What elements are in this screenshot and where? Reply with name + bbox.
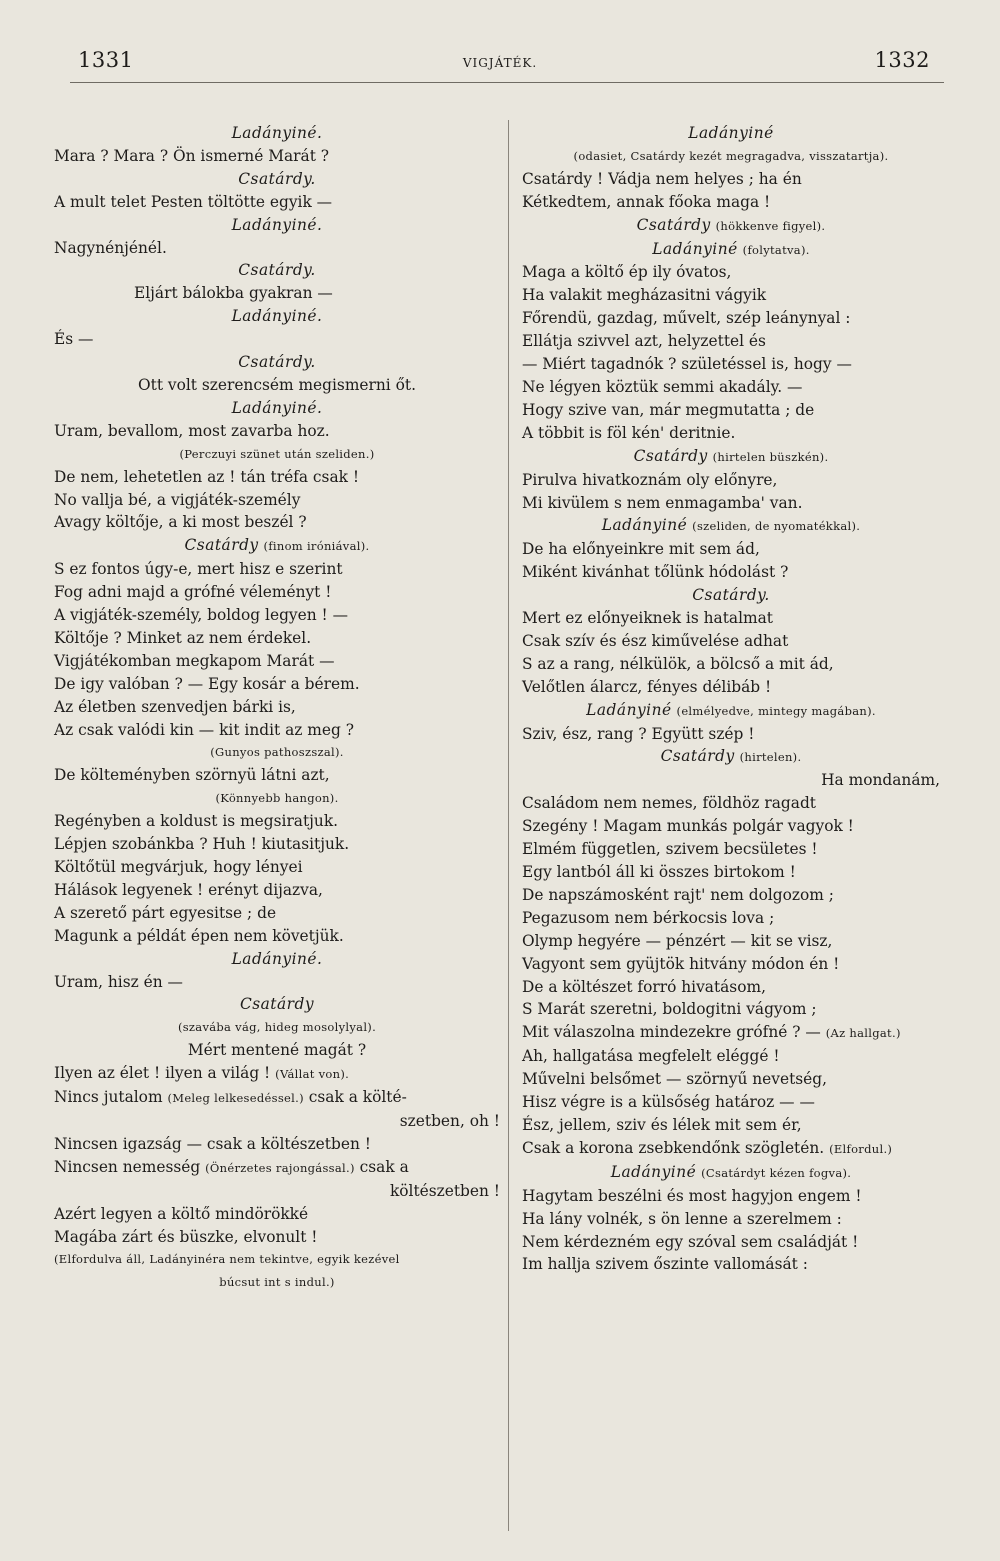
line-text: Csak a korona zsebkendőnk szögletén. bbox=[522, 1138, 825, 1157]
inline-stage-direction: (hirtelen). bbox=[739, 750, 802, 765]
verse-line bbox=[54, 856, 500, 879]
column-divider bbox=[508, 120, 509, 1531]
speaker-name bbox=[54, 122, 500, 145]
left-page-number: 1331 bbox=[78, 48, 134, 72]
line-text: költészetben ! bbox=[389, 1181, 500, 1200]
inline-stage-direction: (hirtelen büszkén). bbox=[712, 449, 829, 464]
verse-line bbox=[522, 376, 940, 399]
verse-line bbox=[54, 673, 500, 696]
verse-line bbox=[522, 1208, 940, 1231]
line-text: De a költészet forró hivatásom, bbox=[522, 977, 766, 996]
line-text: Ladányiné bbox=[586, 700, 672, 719]
verse-line bbox=[54, 466, 500, 489]
verse-line bbox=[522, 1253, 940, 1276]
speaker-name bbox=[522, 122, 940, 145]
verse-line bbox=[522, 838, 940, 861]
line-text: De ha előnyeinkre mit sem ád, bbox=[522, 540, 760, 559]
line-text: Ladányiné. bbox=[231, 307, 323, 326]
line-text: Hogy szive van, már megmutatta ; de bbox=[522, 400, 815, 419]
verse-line bbox=[522, 723, 940, 746]
verse-line bbox=[522, 676, 940, 699]
line-text: De nem, lehetetlen az ! tán tréfa csak ! bbox=[54, 467, 360, 486]
speaker-name bbox=[522, 584, 940, 607]
line-text: búcsut int s indul.) bbox=[219, 1275, 335, 1290]
line-text: (Könnyebb hangon). bbox=[215, 791, 339, 806]
stage-direction bbox=[54, 1248, 500, 1271]
line-text: Művelni belsőmet — szörnyű nevetség, bbox=[522, 1070, 828, 1089]
verse-line bbox=[522, 284, 940, 307]
line-text: (Perczuyi szünet után szeliden.) bbox=[179, 446, 375, 461]
line-text: Csatárdy. bbox=[692, 586, 770, 605]
line-text: Ilyen az élet ! ilyen a világ ! bbox=[54, 1064, 271, 1083]
line-text: Ladányiné bbox=[610, 1162, 697, 1181]
line-text: Mert ez előnyeiknek is hatalmat bbox=[522, 609, 773, 628]
inline-stage-direction: (hökkenve figyel). bbox=[715, 218, 826, 233]
line-text: (Gunyos pathoszszal). bbox=[210, 745, 344, 760]
line-text: Csatárdy bbox=[239, 995, 315, 1014]
verse-line bbox=[522, 399, 940, 422]
verse-line bbox=[522, 1114, 940, 1137]
inline-stage-direction: (folytatva). bbox=[742, 242, 810, 257]
speaker-name bbox=[522, 699, 940, 723]
line-text: Elmém független, szivem becsületes ! bbox=[522, 840, 818, 859]
verse-line bbox=[54, 696, 500, 719]
stage-direction bbox=[54, 1016, 500, 1039]
verse-line bbox=[54, 1110, 500, 1133]
line-text: Magába zárt és büszke, elvonult ! bbox=[54, 1227, 318, 1246]
inline-stage-direction: (szeliden, de nyomatékkal). bbox=[692, 519, 861, 534]
line-text: Regényben a koldust is megsiratjuk. bbox=[54, 812, 339, 831]
verse-line bbox=[522, 998, 940, 1021]
line-text: Főrendü, gazdag, művelt, szép leánynyal : bbox=[522, 309, 851, 328]
line-text: Sziv, ész, rang ? Együtt szép ! bbox=[522, 724, 755, 743]
verse-line bbox=[522, 976, 940, 999]
speaker-name bbox=[522, 745, 940, 769]
line-text: Ne légyen köztük semmi akadály. — bbox=[522, 377, 803, 396]
line-text: (Elfordulva áll, Ladányinéra nem tekintve, egyik kezével bbox=[54, 1252, 400, 1267]
line-text: Ész, jellem, sziv és lélek mit sem ér, bbox=[522, 1115, 802, 1134]
line-text: Azért legyen a költő mindörökké bbox=[54, 1204, 309, 1223]
line-text: Fog adni majd a grófné véleményt ! bbox=[54, 583, 332, 602]
line-text: De igy valóban ? — Egy kosár a bérem. bbox=[54, 674, 360, 693]
verse-line bbox=[54, 489, 500, 512]
line-text: Csatárdy bbox=[633, 446, 708, 465]
verse-line bbox=[54, 604, 500, 627]
verse-line bbox=[54, 1133, 500, 1156]
line-text: No vallja bé, a vigjáték-személy bbox=[54, 490, 301, 509]
line-text-continued: csak a költé- bbox=[308, 1088, 407, 1107]
line-text: Csatárdy. bbox=[238, 169, 316, 188]
line-text: S ez fontos úgy-e, mert hisz e szerint bbox=[54, 560, 343, 579]
verse-line bbox=[522, 884, 940, 907]
line-text: Nincsen nemesség bbox=[54, 1157, 201, 1176]
inline-stage-direction: (elmélyedve, mintegy magában). bbox=[676, 703, 876, 718]
right-page-number: 1332 bbox=[874, 48, 930, 72]
verse-line bbox=[54, 558, 500, 581]
verse-line bbox=[54, 971, 500, 994]
line-text: Eljárt bálokba gyakran — bbox=[134, 284, 333, 303]
line-text: Vigjátékomban megkapom Marát — bbox=[54, 651, 335, 670]
line-text: Ellátja szivvel azt, helyzettel és bbox=[522, 332, 766, 351]
verse-line bbox=[54, 328, 500, 351]
verse-line bbox=[54, 650, 500, 673]
verse-line bbox=[54, 145, 500, 168]
stage-direction bbox=[54, 787, 500, 810]
line-text: Ah, hallgatása megfelelt eléggé ! bbox=[522, 1047, 780, 1066]
line-text: Miként kivánhat tőlünk hódolást ? bbox=[522, 563, 789, 582]
speaker-name bbox=[522, 445, 940, 469]
line-text: Mara ? Mara ? Ön ismerné Marát ? bbox=[54, 146, 330, 165]
verse-line bbox=[54, 719, 500, 742]
line-text: Mit válaszolna mindezekre grófné ? — bbox=[522, 1023, 821, 1042]
verse-line bbox=[522, 538, 940, 561]
line-text-continued: csak a bbox=[359, 1157, 409, 1176]
verse-line bbox=[522, 1231, 940, 1254]
verse-line bbox=[522, 353, 940, 376]
verse-line bbox=[54, 764, 500, 787]
verse-line bbox=[522, 953, 940, 976]
line-text: Ha lány volnék, s ön lenne a szerelmem : bbox=[522, 1209, 842, 1228]
verse-line bbox=[54, 1039, 500, 1062]
verse-line bbox=[54, 902, 500, 925]
inline-stage-direction: (finom iróniával). bbox=[263, 539, 370, 554]
line-text: De napszámosként rajt' nem dolgozom ; bbox=[522, 885, 834, 904]
line-text: Csatárdy bbox=[184, 536, 259, 555]
line-text: Velőtlen álarcz, fényes délibáb ! bbox=[522, 677, 772, 696]
stage-direction bbox=[522, 145, 940, 168]
inline-stage-direction: (Csatárdyt kézen fogva). bbox=[701, 1165, 852, 1180]
speaker-name bbox=[522, 214, 940, 238]
line-text: S Marát szeretni, boldogitni vágyom ; bbox=[522, 1000, 817, 1019]
line-text: Költője ? Minket az nem érdekel. bbox=[54, 628, 312, 647]
verse-line bbox=[522, 307, 940, 330]
speaker-name bbox=[54, 305, 500, 328]
line-text: Ladányiné bbox=[601, 516, 688, 535]
verse-line bbox=[54, 374, 500, 397]
line-text: Ladányiné. bbox=[231, 398, 323, 417]
verse-line bbox=[522, 653, 940, 676]
line-text: Magunk a példát épen nem követjük. bbox=[54, 926, 344, 945]
verse-line bbox=[522, 907, 940, 930]
verse-line bbox=[522, 1021, 940, 1045]
line-text: Ladányiné bbox=[688, 124, 774, 142]
line-text: Ha valakit megházasitni vágyik bbox=[522, 286, 767, 305]
line-text: Hisz végre is a külsőség határoz — — bbox=[522, 1093, 815, 1112]
verse-line bbox=[522, 1137, 940, 1161]
verse-line bbox=[522, 769, 940, 792]
inline-stage-direction: (Az hallgat.) bbox=[825, 1026, 901, 1041]
line-text: Csatárdy bbox=[636, 215, 711, 234]
verse-line bbox=[54, 627, 500, 650]
verse-line bbox=[54, 1226, 500, 1249]
verse-line bbox=[522, 1091, 940, 1114]
line-text: Lépjen szobánkba ? Huh ! kiutasitjuk. bbox=[54, 835, 350, 854]
line-text: (odasiet, Csatárdy kezét megragadva, visszatartja). bbox=[573, 148, 889, 163]
verse-line bbox=[522, 1045, 940, 1068]
verse-line bbox=[54, 879, 500, 902]
line-text: Családom nem nemes, földhöz ragadt bbox=[522, 794, 816, 813]
speaker-name bbox=[54, 534, 500, 558]
running-title: VIGJÁTÉK. bbox=[462, 56, 538, 70]
verse-line bbox=[522, 191, 940, 214]
line-text: Nincsen igazság — csak a költészetben ! bbox=[54, 1134, 371, 1153]
inline-stage-direction: (Vállat von). bbox=[275, 1067, 350, 1082]
verse-line bbox=[522, 469, 940, 492]
line-text: (szavába vág, hideg mosolylyal). bbox=[177, 1020, 377, 1035]
line-text: Nincs jutalom bbox=[54, 1088, 163, 1107]
line-text: Az életben szenvedjen bárki is, bbox=[54, 697, 296, 716]
line-text: Ott volt szerencsém megismerni őt. bbox=[138, 375, 416, 394]
line-text: Pegazusom nem bérkocsis lova ; bbox=[522, 908, 775, 927]
speaker-name bbox=[54, 993, 500, 1016]
left-column bbox=[54, 122, 500, 1294]
line-text: Költőtül megvárjuk, hogy lényei bbox=[54, 858, 303, 876]
inline-stage-direction: (Önérzetes rajongással.) bbox=[205, 1160, 355, 1175]
line-text: De költeményben szörnyü látni azt, bbox=[54, 766, 330, 785]
line-text: Mért mentené magát ? bbox=[187, 1041, 367, 1060]
verse-line bbox=[522, 168, 940, 191]
line-text: Im hallja szivem őszinte vallomását : bbox=[522, 1255, 808, 1274]
verse-line bbox=[54, 810, 500, 833]
speaker-name bbox=[522, 514, 940, 538]
verse-line bbox=[522, 330, 940, 353]
line-text: Ha mondanám, bbox=[821, 771, 940, 790]
line-text: S az a rang, nélkülök, a bölcső a mit ád, bbox=[522, 654, 834, 673]
line-text: Maga a költő ép ily óvatos, bbox=[522, 263, 732, 282]
speaker-name bbox=[54, 397, 500, 420]
verse-line bbox=[522, 261, 940, 284]
line-text: Egy lantból áll ki összes birtokom ! bbox=[522, 863, 796, 881]
line-text: Vagyont sem gyüjtök hitvány módon én ! bbox=[522, 954, 840, 973]
verse-line bbox=[522, 561, 940, 584]
stage-direction bbox=[54, 741, 500, 764]
line-text: Nem kérdezném egy szóval sem családját ! bbox=[522, 1232, 859, 1251]
verse-line bbox=[54, 1086, 500, 1110]
speaker-name bbox=[522, 1161, 940, 1185]
line-text: A vigjáték-személy, boldog legyen ! — bbox=[54, 606, 349, 625]
line-text: Ladányiné. bbox=[231, 949, 323, 968]
speaker-name bbox=[54, 214, 500, 237]
verse-line bbox=[522, 930, 940, 953]
line-text: Pirulva hivatkoznám oly előnyre, bbox=[522, 470, 778, 489]
verse-line bbox=[54, 420, 500, 443]
line-text: És — bbox=[54, 330, 94, 349]
verse-line bbox=[522, 792, 940, 815]
verse-line bbox=[54, 191, 500, 214]
line-text: Ladányiné. bbox=[231, 215, 323, 234]
line-text: Avagy költője, a ki most beszél ? bbox=[54, 513, 307, 532]
verse-line bbox=[522, 1068, 940, 1091]
speaker-name bbox=[54, 948, 500, 971]
verse-line bbox=[54, 1062, 500, 1086]
inline-stage-direction: (Meleg lelkesedéssel.) bbox=[167, 1091, 304, 1106]
verse-line bbox=[54, 282, 500, 305]
verse-line bbox=[522, 630, 940, 653]
verse-line bbox=[522, 861, 940, 884]
right-column bbox=[522, 122, 940, 1276]
verse-line bbox=[522, 1185, 940, 1208]
line-text: Hálások legyenek ! erényt dijazva, bbox=[54, 880, 323, 899]
verse-line bbox=[54, 581, 500, 604]
line-text: A többit is föl kén' deritnie. bbox=[522, 423, 736, 442]
speaker-name bbox=[54, 259, 500, 282]
inline-stage-direction: (Elfordul.) bbox=[829, 1141, 893, 1156]
verse-line bbox=[54, 511, 500, 534]
line-text: Hagytam beszélni és most hagyjon engem ! bbox=[522, 1186, 862, 1205]
line-text: Csatárdy. bbox=[238, 353, 316, 372]
line-text: Mi kivülem s nem enmagamba' van. bbox=[522, 493, 803, 512]
verse-line bbox=[54, 1203, 500, 1226]
line-text: Csatárdy ! Vádja nem helyes ; ha én bbox=[522, 169, 802, 188]
verse-line bbox=[522, 422, 940, 445]
speaker-name bbox=[54, 351, 500, 374]
verse-line bbox=[54, 925, 500, 948]
line-text: — Miért tagadnók ? születéssel is, hogy — bbox=[522, 355, 852, 374]
line-text: szetben, oh ! bbox=[399, 1111, 500, 1130]
verse-line bbox=[54, 237, 500, 260]
verse-line bbox=[54, 1180, 500, 1203]
line-text: Nagynénjénél. bbox=[54, 238, 167, 257]
line-text: Csak szív és ész kiművelése adhat bbox=[522, 631, 789, 650]
line-text: Kétkedtem, annak főoka maga ! bbox=[522, 192, 771, 211]
line-text: Szegény ! Magam munkás polgár vagyok ! bbox=[522, 817, 854, 836]
verse-line bbox=[54, 833, 500, 856]
line-text: Ladányiné. bbox=[231, 124, 323, 142]
verse-line bbox=[522, 815, 940, 838]
speaker-name bbox=[54, 168, 500, 191]
stage-direction bbox=[54, 443, 500, 466]
header-rule bbox=[70, 82, 944, 83]
verse-line bbox=[522, 607, 940, 630]
line-text: Csatárdy. bbox=[238, 261, 316, 280]
line-text: A szerető párt egyesitse ; de bbox=[54, 903, 277, 922]
line-text: A mult telet Pesten töltötte egyik — bbox=[54, 192, 333, 211]
line-text: Olymp hegyére — pénzért — kit se visz, bbox=[522, 931, 833, 950]
line-text: Uram, bevallom, most zavarba hoz. bbox=[54, 421, 330, 440]
line-text: Ladányiné bbox=[652, 239, 738, 258]
line-text: Az csak valódi kin — kit indit az meg ? bbox=[54, 720, 354, 739]
verse-line bbox=[522, 492, 940, 515]
line-text: Csatárdy bbox=[660, 747, 735, 766]
speaker-name bbox=[522, 238, 940, 262]
line-text: Uram, hisz én — bbox=[54, 972, 183, 991]
verse-line bbox=[54, 1156, 500, 1180]
stage-direction bbox=[54, 1271, 500, 1294]
